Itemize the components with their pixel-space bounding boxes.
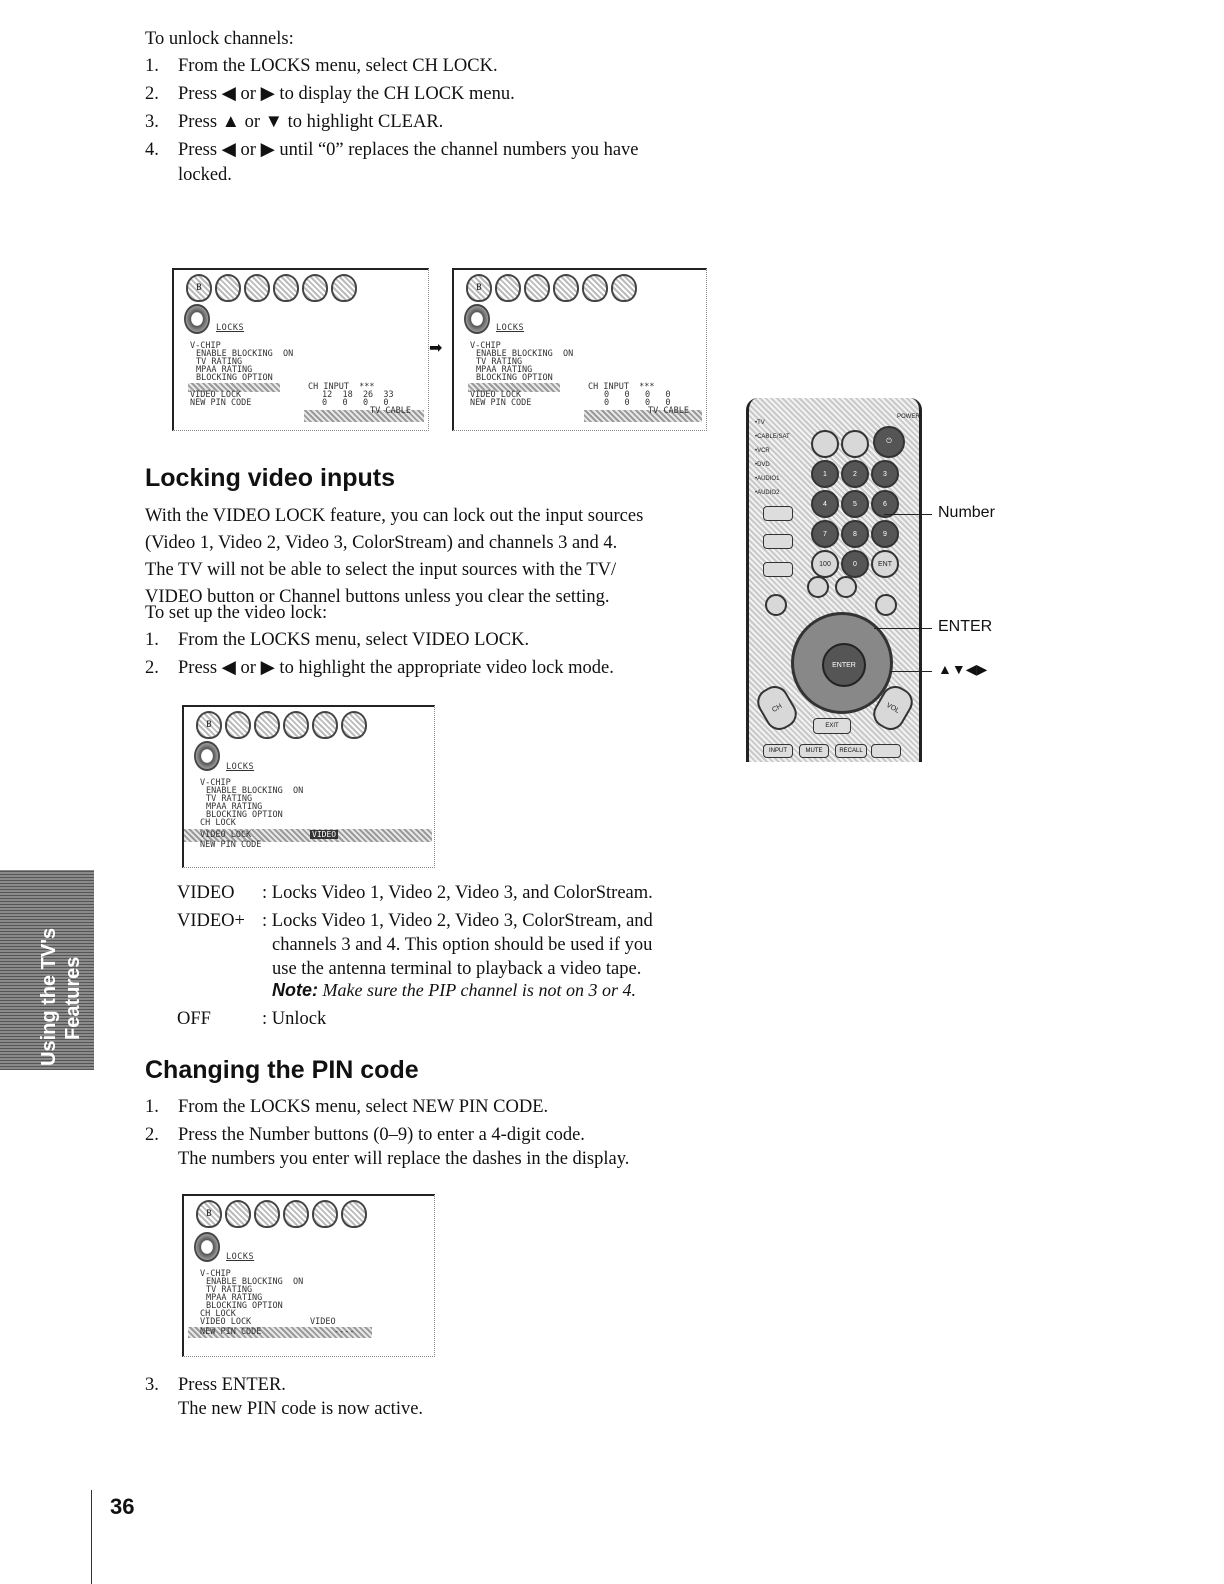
osd-enable-blocking: ENABLE BLOCKING ON (206, 1277, 304, 1287)
note (272, 980, 636, 1001)
osd-mpaa-rating: MPAA RATING (476, 365, 533, 375)
audio-icon (215, 274, 241, 302)
setup-icon (254, 1200, 280, 1228)
setup-icon (244, 274, 270, 302)
recall-button: RECALL (835, 744, 867, 758)
osd-video-lock: VIDEO LOCK (470, 390, 522, 400)
osd-vchip: V-CHIP (200, 1269, 231, 1279)
small-button (807, 576, 829, 598)
locks-icon (611, 274, 637, 302)
light-button (811, 430, 839, 458)
locks-icon (341, 711, 367, 739)
mode-desc: channels 3 and 4. This option should be used if you (272, 935, 653, 955)
picture-icon: B (196, 1200, 222, 1228)
small-button (765, 594, 787, 616)
osd-title: LOCKS (226, 1252, 255, 1262)
mode-dvd-label: •DVD (755, 462, 770, 468)
osd-icon-row (196, 711, 367, 739)
number-button: 0 (841, 550, 869, 578)
osd-video-lock: VIDEO LOCK (190, 390, 242, 400)
mode-vcr-label: •VCR (755, 448, 770, 454)
theater-icon (582, 274, 608, 302)
note-text: Make sure the PIP channel is not on 3 or 4. (322, 980, 636, 1000)
locks-icon (194, 741, 220, 771)
osd-tv-rating: TV RATING (206, 794, 253, 804)
audio-icon (495, 274, 521, 302)
mode-button (763, 506, 793, 521)
power-label: POWER (897, 414, 920, 420)
input-button: INPUT (763, 744, 793, 758)
osd-new-pin: NEW PIN CODE (200, 1327, 262, 1337)
osd-vchip: V-CHIP (190, 341, 221, 351)
note-label: Note: (272, 980, 318, 1000)
text-line: VIDEO button or Channel buttons unless you clear the setting. (145, 587, 610, 607)
osd-vchip: V-CHIP (470, 341, 501, 351)
section-heading-pin: Changing the PIN code (145, 1056, 419, 1084)
osd-screen-video-lock (182, 705, 435, 868)
osd-tv-cable: TV CABLE (648, 406, 689, 416)
text-line: The TV will not be able to select the input sources with the TV/ (145, 560, 617, 580)
exit-button: EXIT (813, 718, 851, 734)
reset-button (763, 534, 793, 549)
osd-ch-lock: CH LOCK (200, 1309, 236, 1319)
osd-new-pin: NEW PIN CODE (200, 840, 262, 850)
mute-button: MUTE (799, 744, 829, 758)
number-button: 4 (811, 490, 839, 518)
arrow-icon: ➡ (429, 340, 443, 357)
osd-blocking-option: BLOCKING OPTION (206, 1301, 283, 1311)
osd-blocking-option: BLOCKING OPTION (476, 373, 553, 383)
locks-icon (331, 274, 357, 302)
power-icon: ⏻ (873, 426, 905, 458)
osd-icon-row (196, 1200, 367, 1228)
option-icon (283, 711, 309, 739)
remote-illustration (746, 398, 922, 762)
locks-icon (194, 1232, 220, 1262)
option-icon (273, 274, 299, 302)
osd-ch-input: CH INPUT *** (588, 382, 655, 392)
callout-number: Number (938, 504, 995, 521)
osd-tv-rating: TV RATING (196, 357, 243, 367)
osd-screen-ch-lock-before (172, 268, 429, 431)
osd-channel-zeros: 0 0 0 0 (322, 398, 389, 408)
osd-tv-rating: TV RATING (476, 357, 523, 367)
picture-icon: B (196, 711, 222, 739)
channel-rocker: CH (752, 681, 802, 735)
number-button: 7 (811, 520, 839, 548)
option-icon (283, 1200, 309, 1228)
setup-icon (524, 274, 550, 302)
osd-video-lock: VIDEO LOCK (200, 830, 252, 840)
locks-icon (464, 304, 490, 334)
ent-button: ENT (871, 550, 899, 578)
picture-icon: B (186, 274, 212, 302)
option-icon (553, 274, 579, 302)
theater-icon (312, 711, 338, 739)
menu-button (871, 744, 901, 758)
osd-blocking-option: BLOCKING OPTION (196, 373, 273, 383)
volume-rocker: VOL (868, 681, 918, 735)
number-button: 1 (811, 460, 839, 488)
osd-screen-ch-lock-after (452, 268, 707, 431)
mode-desc: use the antenna terminal to playback a video tape. (272, 959, 642, 979)
audio-icon (225, 711, 251, 739)
osd-ch-lock: CH LOCK (200, 818, 236, 828)
osd-tv-rating: TV RATING (206, 1285, 253, 1295)
callout-enter: ENTER (938, 618, 993, 635)
osd-blocking-option: BLOCKING OPTION (206, 810, 283, 820)
mode-cable-label: •CABLE/SAT (755, 434, 790, 440)
callout-arrows: ▲▼◀▶ (938, 661, 988, 677)
mode-tv-label: •TV (755, 420, 765, 426)
picture-icon: B (466, 274, 492, 302)
osd-channel-values: 0 0 0 0 (604, 390, 671, 400)
osd-pin-dashes: ---- (334, 1327, 355, 1337)
mode-audio2-label: •AUDIO2 (755, 490, 780, 496)
section-heading-video: Locking video inputs (145, 464, 396, 492)
osd-new-pin: NEW PIN CODE (190, 398, 252, 408)
small-button (835, 576, 857, 598)
osd-video-mode-selected: VIDEO (312, 830, 337, 839)
osd-video-lock: VIDEO LOCK (200, 1317, 252, 1327)
video-paragraph (145, 503, 643, 611)
osd-icon-row (186, 274, 357, 302)
theater-icon (302, 274, 328, 302)
hundred-button: 100 (811, 550, 839, 578)
locks-icon (184, 304, 210, 334)
text-line: With the VIDEO LOCK feature, you can lock out the input sources (145, 506, 644, 526)
sleep-button (841, 430, 869, 458)
osd-enable-blocking: ENABLE BLOCKING ON (196, 349, 294, 359)
mode-desc: : Unlock (262, 1009, 327, 1029)
number-button: 9 (871, 520, 899, 548)
osd-icon-row (466, 274, 637, 302)
osd-new-pin: NEW PIN CODE (470, 398, 532, 408)
mode-label: VIDEO (177, 883, 235, 903)
osd-tv-cable: TV CABLE (370, 406, 411, 416)
osd-vchip: V-CHIP (200, 778, 231, 788)
callout-line (890, 671, 932, 672)
small-button (875, 594, 897, 616)
number-button: 5 (841, 490, 869, 518)
osd-title: LOCKS (226, 762, 255, 772)
osd-ch-input: CH INPUT *** (308, 382, 375, 392)
locks-icon (341, 1200, 367, 1228)
mode-desc: : Locks Video 1, Video 2, Video 3, ColorStream, and (262, 911, 653, 931)
video-intro: To set up the video lock: (145, 603, 328, 623)
osd-mpaa-rating: MPAA RATING (206, 802, 263, 812)
mode-audio1-label: •AUDIO1 (755, 476, 780, 482)
osd-channel-values: 12 18 26 33 (322, 390, 394, 400)
osd-screen-new-pin (182, 1194, 435, 1357)
osd-mpaa-rating: MPAA RATING (196, 365, 253, 375)
callout-line (874, 628, 932, 629)
unlock-intro: To unlock channels: (145, 29, 294, 49)
side-tab-line1: Using the TV's (38, 927, 60, 1066)
theater-icon (312, 1200, 338, 1228)
osd-enable-blocking: ENABLE BLOCKING ON (206, 786, 304, 796)
audio-icon (225, 1200, 251, 1228)
side-tab-line2: Features (62, 956, 84, 1040)
number-button: 2 (841, 460, 869, 488)
number-button: 6 (871, 490, 899, 518)
mode-label: OFF (177, 1009, 211, 1029)
text-line: (Video 1, Video 2, Video 3, ColorStream) and channels 3 and 4. (145, 533, 618, 553)
osd-title: LOCKS (216, 323, 245, 333)
osd-channel-zeros: 0 0 0 0 (604, 398, 671, 408)
mode-desc: : Locks Video 1, Video 2, Video 3, and ColorStream. (262, 883, 653, 903)
setup-icon (254, 711, 280, 739)
osd-mpaa-rating: MPAA RATING (206, 1293, 263, 1303)
number-button: 3 (871, 460, 899, 488)
page-number: 36 (110, 1494, 135, 1519)
enter-button: ENTER (822, 643, 866, 687)
callout-line (884, 514, 932, 515)
section-side-tab (0, 870, 94, 1070)
osd-enable-blocking: ENABLE BLOCKING ON (476, 349, 574, 359)
page-number-rule (91, 1490, 92, 1584)
number-button: 8 (841, 520, 869, 548)
mode-label: VIDEO+ (177, 911, 245, 931)
osd-title: LOCKS (496, 323, 525, 333)
action-button (763, 562, 793, 577)
osd-video-mode: VIDEO (310, 1317, 336, 1327)
